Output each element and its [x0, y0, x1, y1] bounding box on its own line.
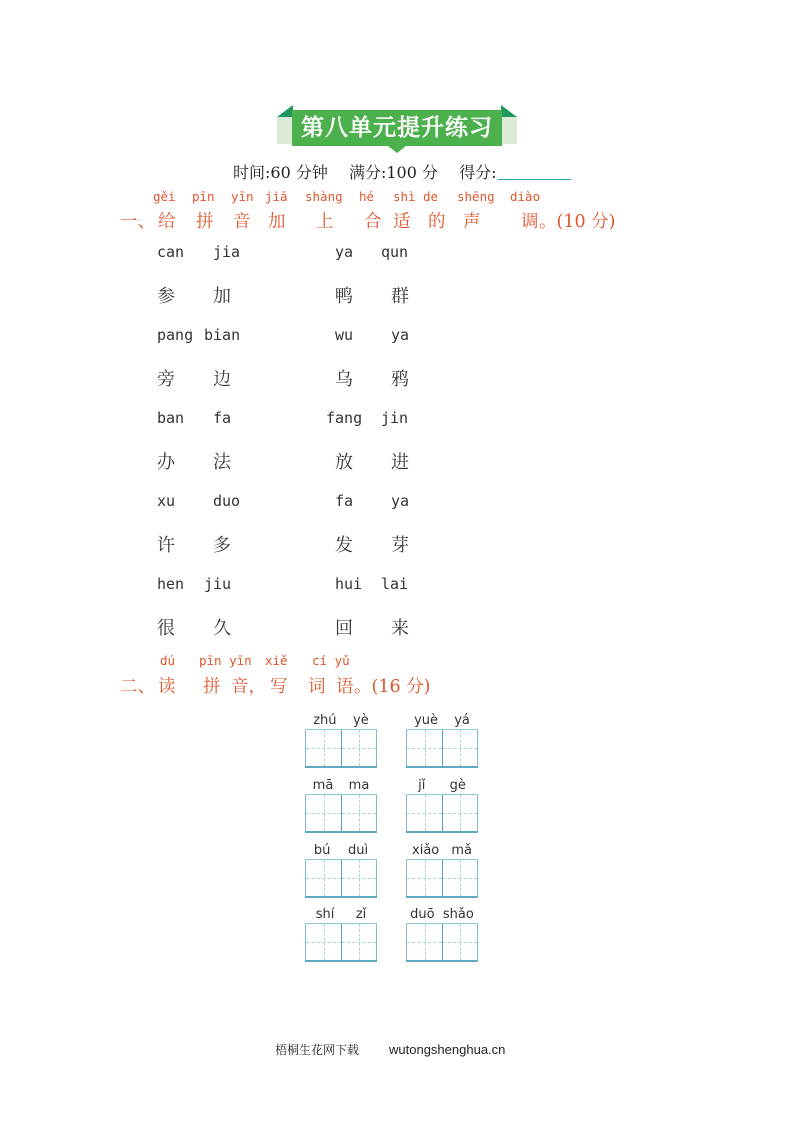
hanzi-char: 许 — [157, 535, 175, 556]
hanzi-char: 进 — [391, 452, 409, 473]
grid-pinyin: shǎo — [442, 907, 474, 922]
grid-pinyin: ma — [348, 778, 370, 793]
page-footer — [275, 1041, 505, 1058]
grid-pinyin: jǐ — [418, 778, 426, 793]
hanzi-char: 鸦 — [391, 369, 409, 390]
pinyin-word: jiu — [204, 575, 232, 593]
hanzi-char: 久 — [213, 618, 231, 639]
writing-cell[interactable] — [341, 730, 377, 766]
pinyin-word: fa — [213, 409, 232, 427]
word-grid — [406, 843, 478, 898]
heading-char: 的 — [428, 212, 446, 232]
heading-pinyin: diào — [510, 189, 541, 204]
pinyin-word: bian — [204, 326, 241, 344]
pinyin-word: hui — [335, 575, 363, 593]
writing-cell[interactable] — [341, 860, 377, 896]
hanzi-char: 边 — [213, 369, 231, 390]
writing-cell[interactable] — [442, 860, 478, 896]
heading-char: 声 — [463, 212, 481, 232]
writing-cell[interactable] — [341, 924, 377, 960]
question-number: 二、 — [120, 677, 155, 697]
heading-pinyin: hé — [359, 189, 375, 204]
grid-pinyin: mā — [312, 778, 334, 793]
heading-char: 适 — [393, 212, 411, 232]
heading-pinyin: shì — [393, 189, 416, 204]
hanzi-char: 参 — [157, 286, 175, 307]
pinyin-word: ya — [391, 326, 410, 344]
score-label: 得分: — [459, 163, 497, 182]
pinyin-word: qun — [381, 243, 409, 261]
pinyin-word: ya — [335, 243, 354, 261]
heading-pinyin: gěi — [153, 189, 176, 204]
grid-pinyin: gè — [449, 778, 466, 793]
hanzi-char: 旁 — [157, 369, 175, 390]
heading-char: 上 — [316, 212, 334, 232]
banner-side-right — [501, 117, 517, 144]
writing-cell[interactable] — [305, 730, 341, 766]
word-grid — [305, 843, 377, 898]
heading-score: 。(16 分) — [354, 677, 431, 697]
page-title: 第八单元提升练习 — [292, 110, 502, 146]
heading-char: 写 — [270, 677, 288, 697]
heading-char: 音， — [231, 677, 266, 697]
banner-fold-right — [501, 105, 517, 117]
pinyin-word: ya — [391, 492, 410, 510]
word-grid — [406, 713, 478, 768]
grid-pinyin: zǐ — [355, 907, 367, 922]
pinyin-word: pang — [157, 326, 194, 344]
banner-fold-left — [277, 105, 293, 117]
pinyin-word: wu — [335, 326, 354, 344]
word-grid — [305, 713, 377, 768]
heading-pinyin: de — [423, 189, 439, 204]
heading-pinyin: yīn — [231, 189, 254, 204]
writing-cell[interactable] — [406, 730, 442, 766]
heading-pinyin: pīn yīn — [199, 653, 252, 668]
hanzi-char: 来 — [391, 618, 409, 639]
hanzi-char: 法 — [213, 452, 231, 473]
writing-cell[interactable] — [341, 795, 377, 831]
heading-pinyin: xiě — [265, 653, 288, 668]
grid-pinyin: yè — [353, 713, 369, 728]
pinyin-word: jia — [213, 243, 241, 261]
hanzi-char: 鸭 — [335, 286, 353, 307]
footer-url[interactable]: wutongshenghua.cn — [389, 1042, 506, 1057]
word-grid — [406, 907, 478, 962]
heading-pinyin: shàng — [305, 189, 343, 204]
heading-char: 给 — [158, 212, 176, 232]
time-limit: 时间:60 分钟 — [233, 163, 328, 182]
hanzi-char: 回 — [335, 618, 353, 639]
grid-pinyin: zhú — [313, 713, 337, 728]
heading-pinyin: cí yǔ — [312, 653, 350, 668]
heading-char: 词 — [308, 677, 326, 697]
pinyin-word: fa — [335, 492, 354, 510]
writing-cell[interactable] — [406, 924, 442, 960]
writing-cell[interactable] — [442, 730, 478, 766]
footer-site-name: 梧桐生花网下载 — [275, 1043, 360, 1057]
heading-pinyin: shēng — [457, 189, 495, 204]
pinyin-word: duo — [213, 492, 241, 510]
hanzi-char: 很 — [157, 618, 175, 639]
hanzi-char: 放 — [335, 452, 353, 473]
hanzi-char: 办 — [157, 452, 175, 473]
word-grid — [406, 778, 478, 833]
heading-pinyin: dú — [160, 653, 176, 668]
pinyin-word: xu — [157, 492, 176, 510]
hanzi-char: 乌 — [335, 369, 353, 390]
grid-pinyin: bú — [313, 843, 331, 858]
writing-cell[interactable] — [305, 860, 341, 896]
hanzi-char: 加 — [213, 286, 231, 307]
pinyin-word: can — [157, 243, 185, 261]
pinyin-word: fang — [326, 409, 363, 427]
heading-pinyin: jiā — [265, 189, 288, 204]
heading-char: 合 — [364, 212, 382, 232]
heading-char: 语 — [336, 677, 354, 697]
pinyin-word: hen — [157, 575, 185, 593]
word-grid — [305, 778, 377, 833]
grid-pinyin: duì — [348, 843, 369, 858]
grid-pinyin: yá — [454, 713, 470, 728]
writing-cell[interactable] — [305, 795, 341, 831]
question-number: 一、 — [120, 212, 155, 232]
grid-pinyin: shí — [315, 907, 335, 922]
grid-pinyin: duō — [410, 907, 435, 922]
hanzi-char: 发 — [335, 535, 353, 556]
writing-cell[interactable] — [305, 924, 341, 960]
heading-pinyin: pīn — [192, 189, 215, 204]
pinyin-word: ban — [157, 409, 185, 427]
heading-char: 加 — [268, 212, 286, 232]
writing-cell[interactable] — [406, 860, 442, 896]
exam-meta — [233, 160, 587, 183]
hanzi-char: 群 — [391, 286, 409, 307]
grid-pinyin: yuè — [414, 713, 439, 728]
pinyin-word: lai — [381, 575, 409, 593]
heading-char: 读 — [158, 677, 176, 697]
writing-cell[interactable] — [442, 924, 478, 960]
grid-pinyin: xiǎo — [412, 843, 440, 858]
heading-char: 调 — [521, 212, 539, 232]
heading-score: 。(10 分) — [539, 212, 616, 232]
heading-char: 拼 — [196, 212, 214, 232]
word-grid — [305, 907, 377, 962]
banner-side-left — [277, 117, 293, 144]
score-blank-line[interactable] — [498, 179, 571, 180]
grid-pinyin: mǎ — [451, 843, 472, 858]
hanzi-char: 芽 — [391, 535, 409, 556]
heading-char: 音 — [233, 212, 251, 232]
writing-cell[interactable] — [406, 795, 442, 831]
full-score: 满分:100 分 — [348, 163, 438, 182]
banner-notch — [388, 146, 406, 153]
writing-cell[interactable] — [442, 795, 478, 831]
heading-char: 拼 — [203, 677, 221, 697]
pinyin-word: jin — [381, 409, 409, 427]
hanzi-char: 多 — [213, 535, 231, 556]
